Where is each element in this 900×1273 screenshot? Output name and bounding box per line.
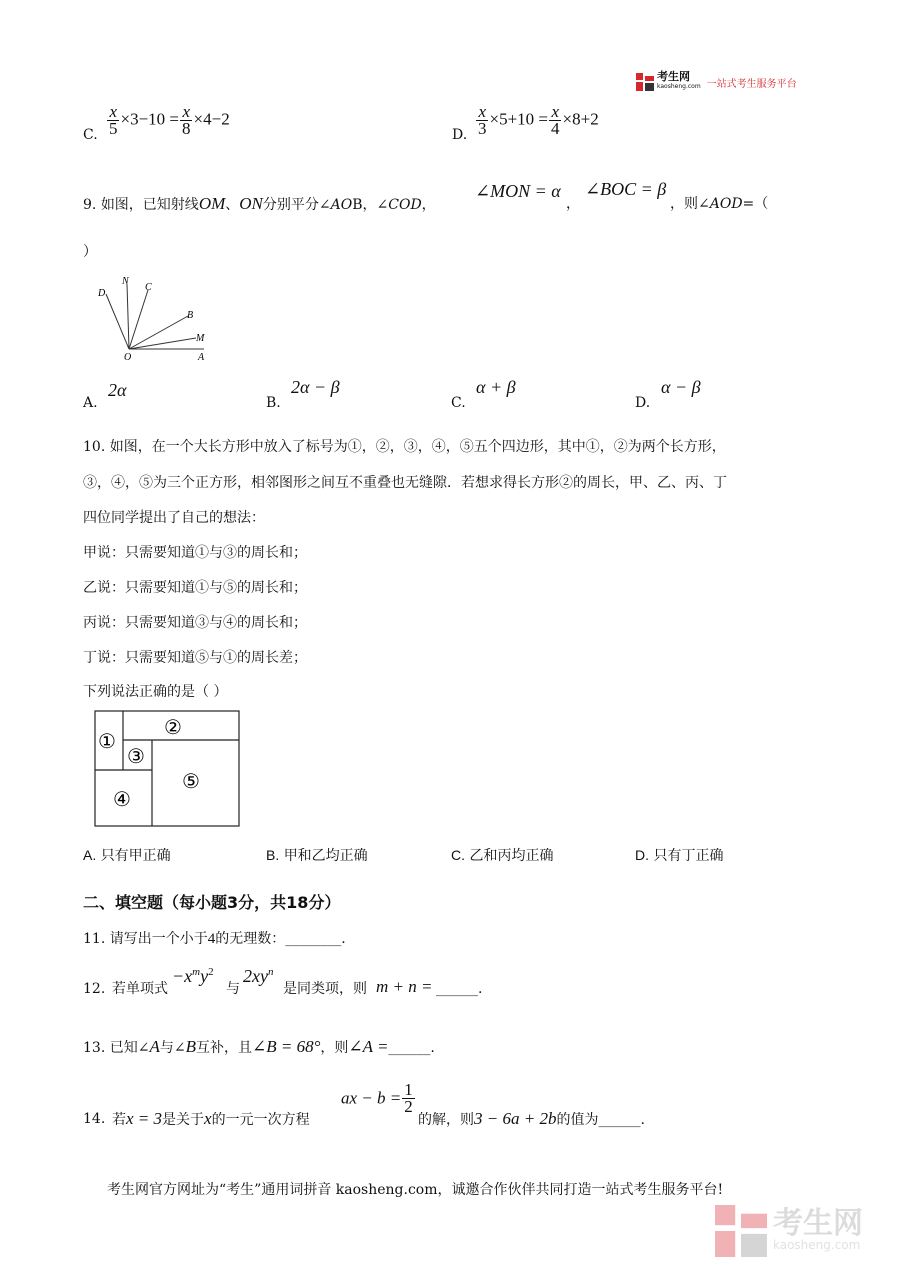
q14-part-b: [418, 1110, 645, 1129]
label-a: A: [198, 352, 205, 363]
q10-ding: 丁说：只需要知道⑤与①的周长差；: [83, 650, 307, 666]
label-d: D: [98, 288, 106, 299]
q12-monomial-1: [172, 966, 214, 987]
watermark-text: 考生网: [773, 1206, 863, 1241]
q12-expr: m + n =: [376, 977, 433, 996]
q8-option-d-expression: [475, 104, 599, 137]
q9-option-a-value: 2α: [108, 380, 127, 400]
frac-num: x: [109, 102, 118, 121]
mono-sup: 2: [208, 966, 214, 978]
eq-left: ax − b =: [341, 1088, 402, 1108]
label-c: C: [145, 282, 152, 293]
label-region-3: ③: [127, 746, 145, 768]
option-value: 甲和乙均正确: [283, 848, 368, 864]
q10-yi: 乙说：只需要知道①与⑤的周长和；: [83, 580, 307, 596]
option-label: B.: [266, 847, 280, 863]
mono-sup: m: [192, 966, 201, 978]
label-region-5: ⑤: [182, 771, 200, 793]
section-title-part: 分，共: [238, 893, 287, 912]
frac-den: 4: [551, 119, 560, 138]
q13-a: A: [149, 1037, 160, 1056]
q14-expr: 3 − 6a + 2b: [474, 1109, 557, 1128]
ray-on: [127, 284, 129, 349]
watermark-logo-icon: [715, 1205, 767, 1257]
q12-blank: ______.: [436, 981, 483, 997]
q10-line1: 10. 如图，在一个大长方形中放入了标号为①，②，③，④，⑤五个四边形，其中①，②为两个长方形，: [83, 439, 726, 455]
q13-text: ，则: [320, 1040, 349, 1056]
mono-part: 2xy: [243, 966, 268, 986]
q12-monomial-2: [243, 966, 273, 987]
q10-option-a: [83, 846, 171, 865]
label-region-4: ④: [113, 789, 131, 811]
frac-num: x: [478, 102, 487, 121]
q13-expr: ∠A =: [348, 1037, 389, 1056]
q10-option-d: [635, 846, 723, 865]
q13-blank: ______.: [388, 1040, 435, 1056]
watermark-sub: kaosheng.com: [773, 1238, 861, 1252]
q8-option-c-expression: [106, 104, 230, 137]
frac-den: 8: [182, 119, 191, 138]
q9-angle-figure: [92, 272, 222, 364]
mono-part: y: [200, 966, 209, 986]
option-label: D.: [635, 847, 649, 863]
frac-num: x: [182, 102, 191, 121]
header-slogan: 一站式考生服务平台: [706, 78, 797, 90]
q9-aod: AOD: [709, 196, 743, 212]
logo-text: 考生网: [657, 70, 690, 83]
q12-text2: 是同类项，则: [283, 981, 367, 997]
q9-text: 如图，已知射线: [100, 197, 199, 213]
q11-text: 11. 请写出一个小于: [83, 931, 208, 947]
q9-mon-condition: ∠MON = α: [475, 181, 561, 201]
q9-tail: [670, 195, 768, 213]
q10-rectangle-figure: [94, 710, 242, 830]
section-title-num: 3: [227, 893, 239, 912]
q14-text: 的值为______.: [556, 1112, 645, 1128]
expr-mid: ×5+10 =: [489, 109, 549, 129]
q10-option-c: [451, 846, 553, 865]
q9-text: =（: [742, 196, 769, 212]
q9-close-paren: ）: [83, 244, 97, 260]
q9-number: 9.: [83, 197, 97, 213]
q10-ask: 下列说法正确的是（ ）: [83, 684, 228, 700]
q13-b: B: [185, 1037, 196, 1056]
q9-option-a-label: A.: [83, 395, 98, 411]
q8-option-c-label: C.: [83, 127, 98, 143]
label-b: B: [187, 310, 194, 321]
label-m: M: [196, 333, 205, 344]
q9-boc-condition: ∠BOC = β: [585, 179, 667, 199]
q12-number: 12.: [83, 981, 106, 997]
q11-text: 的无理数：________.: [215, 931, 346, 947]
frac-num: x: [551, 102, 560, 121]
label-region-2: ②: [164, 717, 182, 739]
section-title-part: 二、填空题（每小题: [83, 893, 228, 912]
expr-tail: ×8+2: [562, 109, 599, 129]
q14-cond: x = 3: [126, 1109, 163, 1128]
label-o: O: [124, 352, 132, 363]
logo-icon: [636, 73, 654, 91]
q13-cond: ∠B = 68°: [251, 1037, 321, 1056]
q9-aob: AO: [330, 197, 353, 213]
header-logo: [636, 72, 797, 92]
option-label: C.: [451, 847, 465, 863]
option-label: A.: [83, 847, 97, 863]
option-value: 乙和丙均正确: [469, 848, 554, 864]
q13-text: 已知∠: [109, 1040, 150, 1056]
q9-option-c-label: C.: [451, 395, 466, 411]
q13-text: 互补，且: [195, 1040, 252, 1056]
footer-text: 考生网官方网址为“考生”通用词拼音 kaosheng.com，诚邀合作伙伴共同打造一站式考生服务平台!: [107, 1182, 724, 1198]
q12-text: 若单项式: [112, 981, 168, 997]
q10-option-b: [266, 846, 368, 865]
expr-tail: ×4−2: [193, 109, 230, 129]
q9-question: [83, 195, 436, 214]
q9-comma2: ，: [566, 196, 580, 212]
q14-x: x: [204, 1109, 212, 1128]
q14-equation: [341, 1082, 416, 1115]
q9-aob-b: B，∠: [352, 197, 389, 213]
q9-cod: COD: [388, 197, 422, 213]
q14-part-a: [112, 1110, 310, 1129]
option-value: 只有甲正确: [100, 848, 171, 864]
logo-sub: kaosheng.com: [657, 83, 701, 90]
q14-text: 若: [112, 1112, 126, 1128]
label-n: N: [122, 276, 129, 287]
q11-number: 4: [207, 931, 216, 947]
q9-on: ON: [239, 194, 263, 213]
q9-text: ，则∠: [670, 196, 710, 212]
frac-den: 5: [109, 119, 118, 138]
q9-om: OM: [198, 194, 226, 213]
q9-option-d-label: D.: [635, 395, 651, 411]
q14-text: 的解，则: [418, 1112, 474, 1128]
q12-with: 与: [226, 981, 240, 997]
q10-line2: ③，④，⑤为三个正方形，相邻图形之间互不重叠也无缝隙．若想求得长方形②的周长，甲、乙、丙、丁: [83, 475, 727, 491]
section-title-num: 18: [286, 893, 309, 912]
q13-text: 与∠: [159, 1040, 186, 1056]
q9-option-b-label: B.: [266, 395, 281, 411]
q10-line3: 四位同学提出了自己的想法：: [83, 510, 265, 526]
section-title: [83, 890, 340, 913]
option-value: 只有丁正确: [653, 848, 724, 864]
frac-num: 1: [404, 1080, 413, 1099]
q9-sep: 、: [225, 197, 240, 213]
expr-mid: ×3−10 =: [120, 109, 180, 129]
q9-option-c-value: α + β: [476, 377, 516, 397]
frac-den: 2: [404, 1097, 413, 1116]
q10-bing: 丙说：只需要知道③与④的周长和；: [83, 615, 307, 631]
watermark: [715, 1205, 863, 1257]
ray-od: [106, 294, 129, 349]
q8-option-d-label: D.: [452, 127, 468, 143]
q10-jia: 甲说：只需要知道①与③的周长和；: [83, 545, 307, 561]
q9-option-d-value: α − β: [661, 377, 701, 397]
mono-sup: n: [267, 966, 274, 978]
section-title-part: 分）: [308, 893, 341, 912]
q9-comma: ，: [421, 197, 436, 213]
q13-question: [83, 1038, 435, 1057]
q14-text: 的一元一次方程: [211, 1112, 310, 1128]
q9-option-b-value: 2α − β: [291, 377, 340, 397]
q11-question: [83, 930, 346, 948]
q13-number: 13.: [83, 1040, 106, 1056]
q14-text: 是关于: [162, 1112, 205, 1128]
mono-part: −x: [172, 966, 193, 986]
q9-text: 分别平分∠: [262, 197, 331, 213]
q14-number: 14.: [83, 1111, 106, 1127]
frac-den: 3: [478, 119, 487, 138]
label-region-1: ①: [98, 731, 116, 753]
